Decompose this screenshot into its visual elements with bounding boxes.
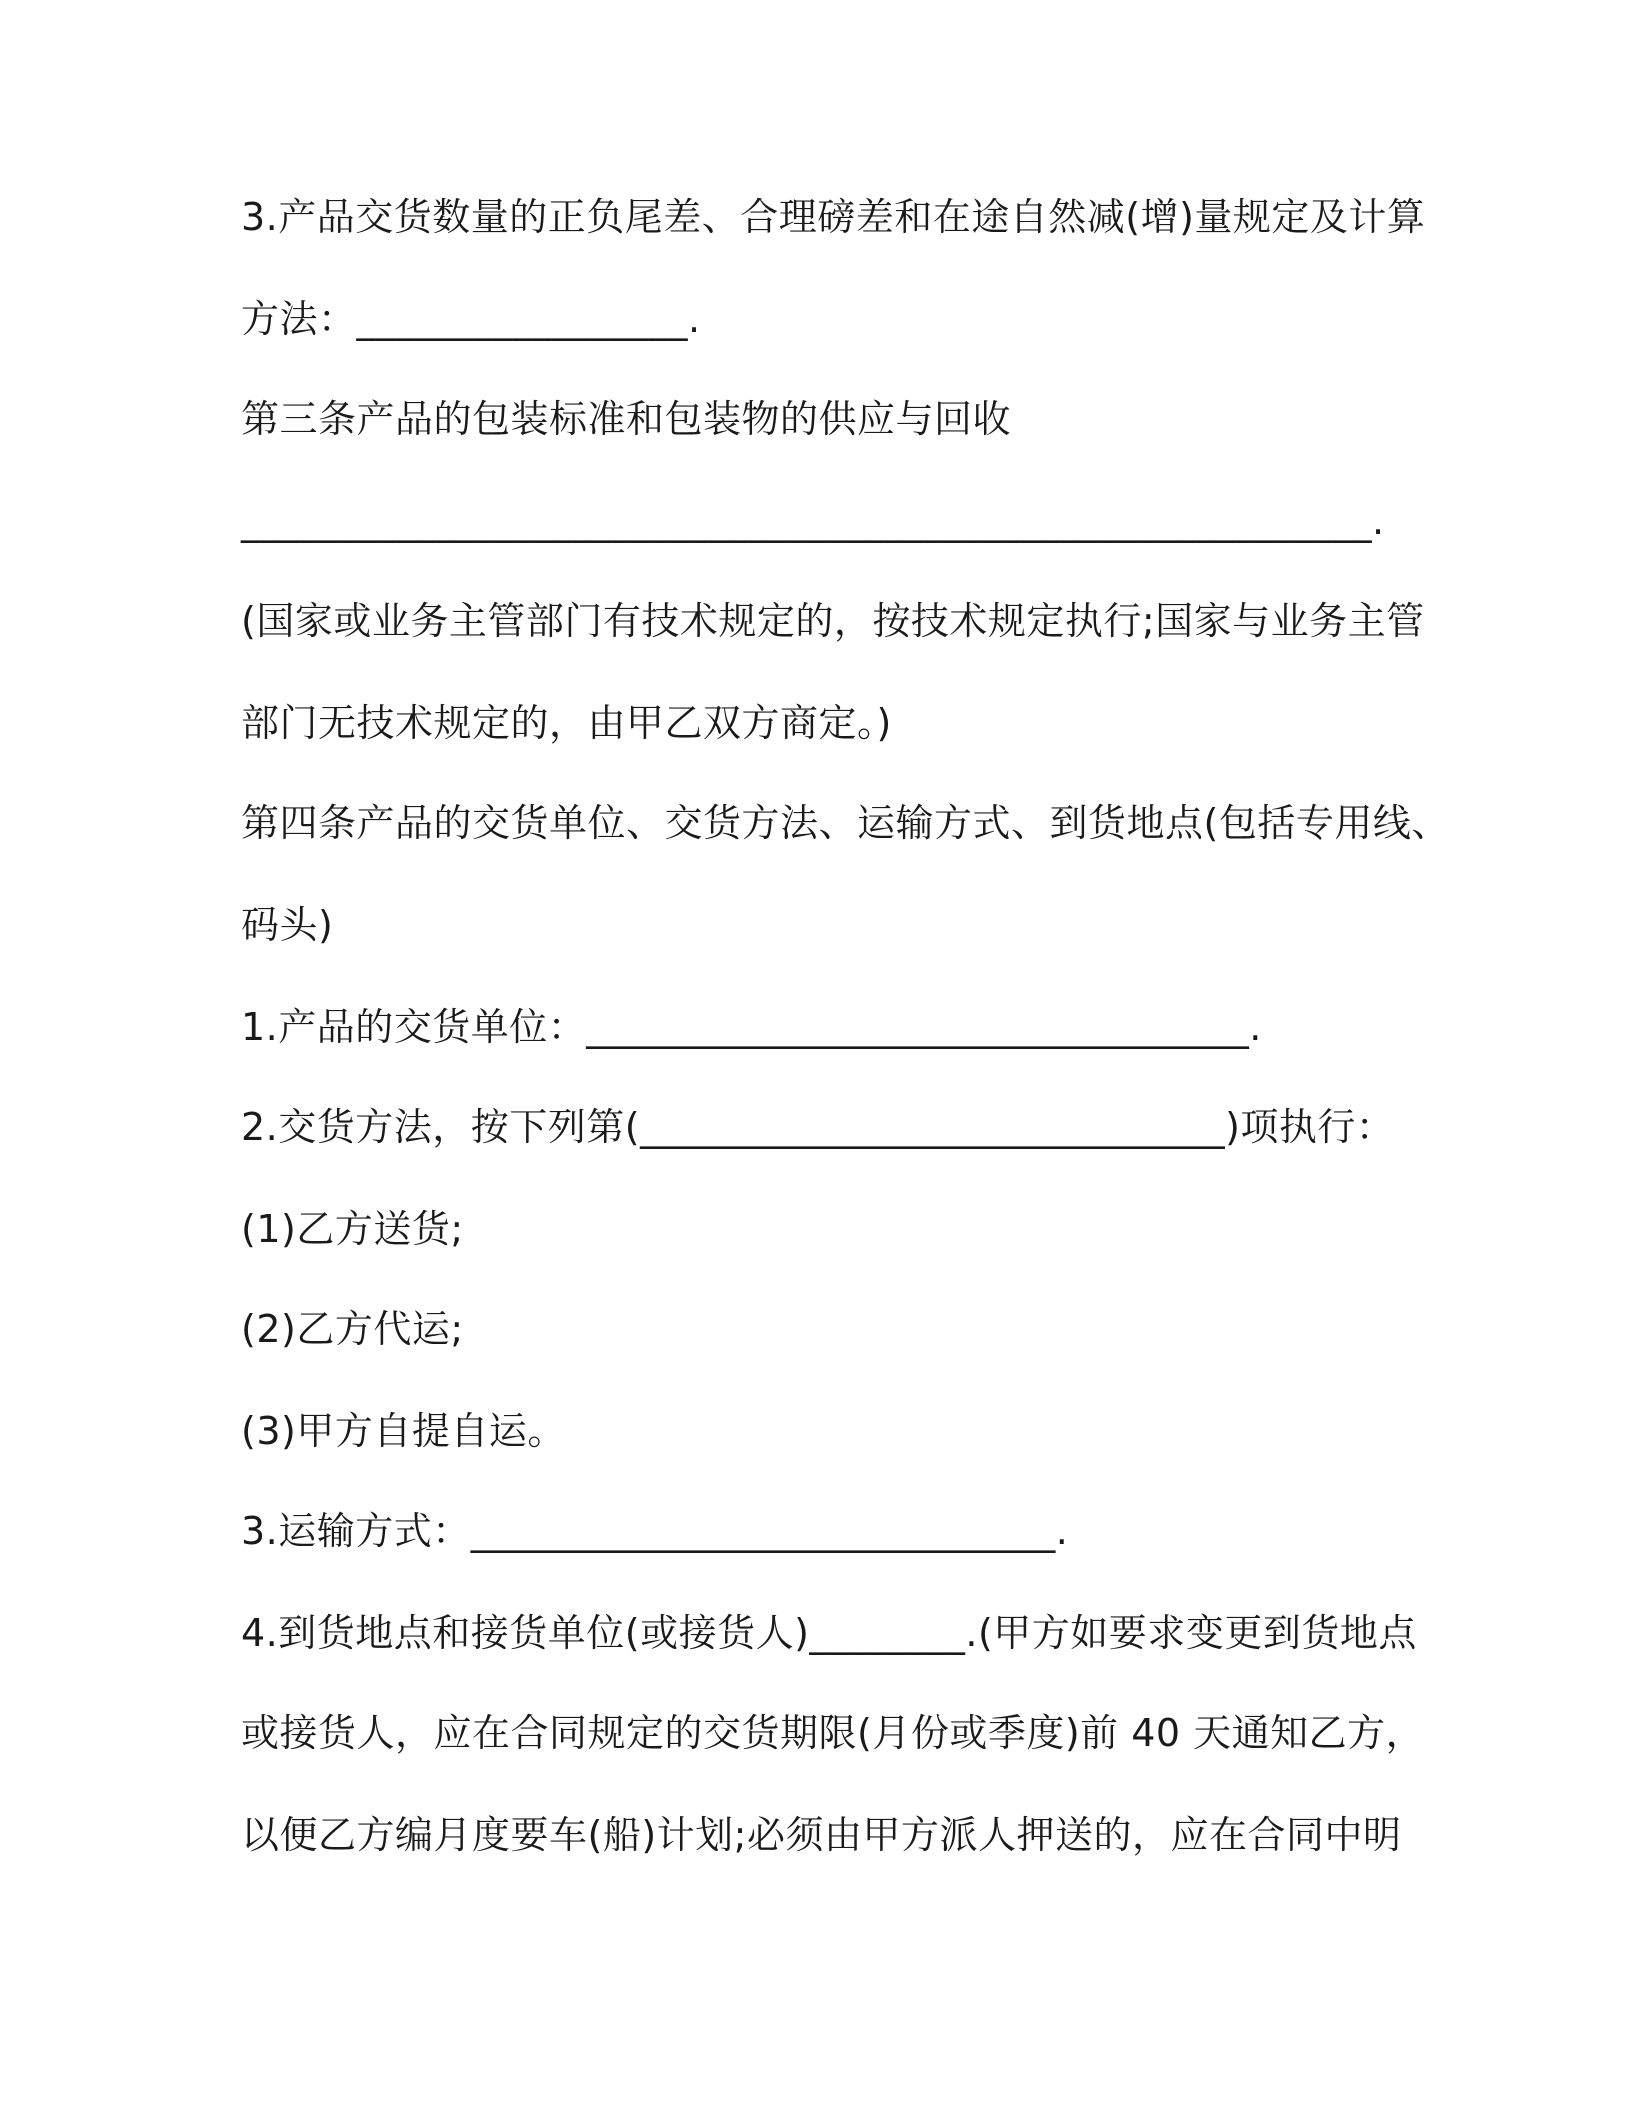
- article-4-heading: 第四条产品的交货单位、交货方法、运输方式、到货地点(包括专用线、: [241, 801, 1450, 845]
- item-2-delivery-method: 2.交货方法，按下列第(______________________________)项执行：: [241, 1105, 1395, 1149]
- item-1-delivery-unit: 1.产品的交货单位：__________________________________.: [241, 1005, 1262, 1049]
- option-1-seller-delivers: (1)乙方送货;: [241, 1207, 464, 1251]
- item-4-destination: 4.到货地点和接货单位(或接货人)________.(甲方如要求变更到货地点: [241, 1611, 1417, 1655]
- article-3-heading: 第三条产品的包装标准和包装物的供应与回收: [241, 397, 1012, 441]
- option-3-buyer-pickup: (3)甲方自提自运。: [241, 1409, 566, 1453]
- article-4-heading-cont: 码头): [241, 903, 334, 947]
- item-3-method-blank: 方法：_________________.: [241, 297, 701, 341]
- item-4-destination-cont-1: 或接货人，应在合同规定的交货期限(月份或季度)前 40 天通知乙方，: [241, 1711, 1425, 1755]
- item-3-quantity-tolerance: 3.产品交货数量的正负尾差、合理磅差和在途自然减(增)量规定及计算: [241, 195, 1426, 239]
- article-3-note-line-2: 部门无技术规定的，由甲乙双方商定。): [241, 701, 892, 745]
- article-3-note-line-1: (国家或业务主管部门有技术规定的，按技术规定执行;国家与业务主管: [241, 599, 1425, 643]
- item-4-destination-cont-2: 以便乙方编月度要车(船)计划;必须由甲方派人押送的，应在合同中明: [241, 1813, 1402, 1857]
- option-2-seller-ships: (2)乙方代运;: [241, 1307, 464, 1351]
- item-3-transport-mode: 3.运输方式：______________________________.: [241, 1509, 1069, 1553]
- article-3-blank-line: __________________________________________________________.: [241, 499, 1385, 543]
